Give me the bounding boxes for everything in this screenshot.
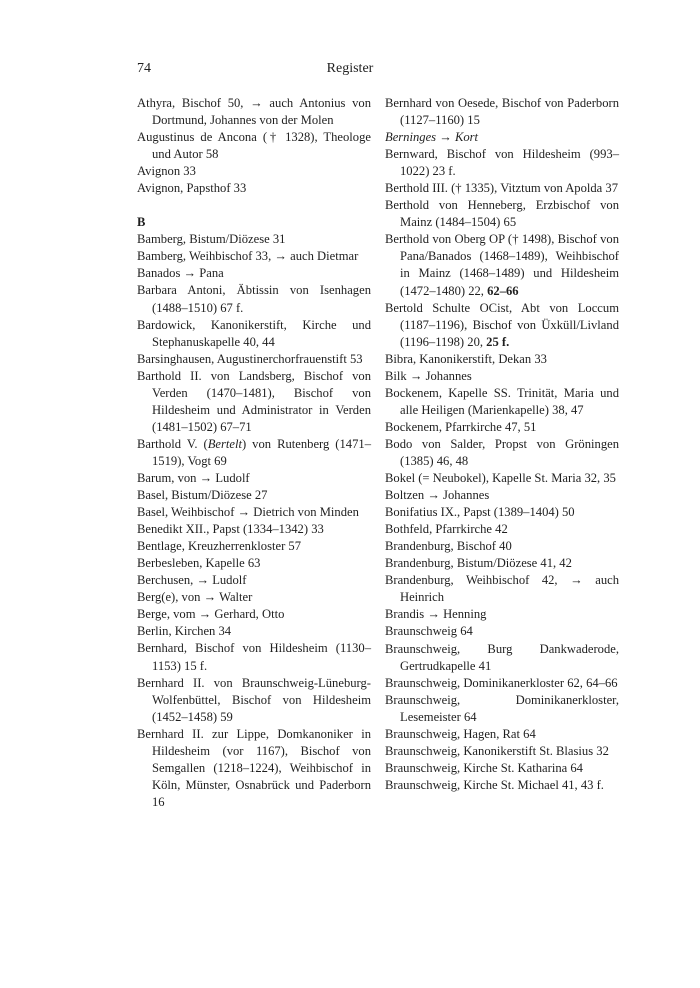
index-entry: Braunschweig, Dominikanerkloster, Lesemeister 64: [385, 692, 619, 724]
index-entry: Athyra, Bischof 50, → auch Antonius von Dortmund, Johannes von der Molen: [137, 96, 371, 128]
index-entry: Brandenburg, Bistum/Diözese 41, 42: [385, 556, 572, 571]
index-entry: Barum, von → Ludolf: [137, 470, 250, 485]
index-entry: [385, 231, 619, 299]
index-entry: Benedikt XII., Papst (1334–1342) 33: [137, 522, 324, 537]
section-gap: [137, 197, 371, 214]
index-entry: Barsinghausen, Augustinerchorfrauenstift 53: [137, 351, 363, 366]
index-entry: Bernhard, Bischof von Hildesheim (1130–1153) 15 f.: [137, 641, 371, 673]
index-entry: Boltzen → Johannes: [385, 488, 490, 503]
index-entry: Bamberg, Weihbischof 33, → auch Dietmar: [137, 249, 359, 264]
index-entry: [137, 436, 371, 470]
index-entry: Braunschweig, Kanonikerstift St. Blasius 32: [385, 743, 609, 758]
index-entry: Braunschweig, Kirche St. Katharina 64: [385, 760, 583, 775]
index-entry: Barthold II. von Landsberg, Bischof von Verden (1470–1481), Bischof von Hildesheim und Administrator in Verden (1481–1502) 67–71: [137, 368, 371, 434]
index-entry: Bernhard II. zur Lippe, Domkanoniker in Hildesheim (vor 1167), Bischof von Semgallen (1218–1224), Weihbischof in Köln, Münster, Osnabrück und Paderborn 16: [137, 726, 371, 809]
index-entry: Avignon, Papsthof 33: [137, 181, 247, 196]
index-column-right: [385, 95, 619, 794]
entry-bold: 25 f.: [486, 334, 510, 349]
index-entry: Braunschweig 64: [385, 624, 473, 639]
index-entry: [385, 129, 619, 146]
index-entry: Bockenem, Pfarrkirche 47, 51: [385, 419, 537, 434]
index-entry: Berbesleben, Kapelle 63: [137, 556, 261, 571]
index-entry: Bernward, Bischof von Hildesheim (993–1022) 23 f.: [385, 147, 619, 179]
index-entry: Bockenem, Kapelle SS. Trinität, Maria und alle Heiligen (Marienkapelle) 38, 47: [385, 385, 619, 417]
index-entry: Basel, Weihbischof → Dietrich von Minden: [137, 505, 359, 520]
index-entry: Bokel (= Neubokel), Kapelle St. Maria 32, 35: [385, 471, 616, 486]
entry-text: ) von Rutenberg (1471–1519), Vogt 69: [152, 436, 371, 468]
index-entry: Berge, vom → Gerhard, Otto: [137, 607, 285, 622]
entry-text: Barthold V. (: [137, 436, 208, 451]
index-entry: Bilk → Johannes: [385, 368, 472, 383]
index-entry: Banados → Pana: [137, 266, 224, 281]
index-entry: Braunschweig, Burg Dankwaderode, Gertrudkapelle 41: [385, 641, 619, 673]
index-entry: Brandenburg, Bischof 40: [385, 539, 512, 554]
index-entry: Bonifatius IX., Papst (1389–1404) 50: [385, 505, 575, 520]
index-entry: Barbara Antoni, Äbtissin von Isenhagen (1488–1510) 67 f.: [137, 283, 371, 315]
index-entry: Bardowick, Kanonikerstift, Kirche und Stephanuskapelle 40, 44: [137, 317, 371, 349]
index-entry: Berthold III. († 1335), Vitztum von Apolda 37: [385, 181, 619, 196]
entry-text: Bertold Schulte OCist, Abt von Loccum (1187–1196), Bischof von Üxküll/Livland (1196–1198) 20,: [385, 300, 619, 349]
entry-italic: Berninges → Kort: [385, 130, 479, 145]
index-entry: Bamberg, Bistum/Diözese 31: [137, 232, 286, 247]
index-entry: Bernhard von Oesede, Bischof von Paderborn (1127–1160) 15: [385, 96, 619, 128]
index-entry: Basel, Bistum/Diözese 27: [137, 488, 268, 503]
index-entry: Berg(e), von → Walter: [137, 590, 253, 605]
index-entry: Berchusen, → Ludolf: [137, 573, 247, 588]
index-entry: [385, 300, 619, 351]
index-entry: Avignon 33: [137, 164, 196, 179]
index-entry: Berlin, Kirchen 34: [137, 624, 232, 639]
index-entry: Bernhard II. von Braunschweig-Lüneburg-Wolfenbüttel, Bischof von Hildesheim (1452–1458) 59: [137, 675, 371, 724]
index-entry: Augustinus de Ancona († 1328), Theologe und Autor 58: [137, 130, 371, 162]
entry-italic: Bertelt: [207, 436, 242, 451]
index-entry: Bibra, Kanonikerstift, Dekan 33: [385, 351, 547, 366]
section-letter-b: B: [137, 215, 146, 230]
index-entry: Braunschweig, Hagen, Rat 64: [385, 726, 536, 741]
index-entry: Braunschweig, Dominikanerkloster 62, 64–66: [385, 675, 618, 690]
index-entry: Braunschweig, Kirche St. Michael 41, 43 f.: [385, 777, 604, 792]
index-entry: Bothfeld, Pfarrkirche 42: [385, 522, 508, 537]
index-column-left: [137, 95, 371, 811]
index-entry: Bodo von Salder, Propst von Gröningen (1385) 46, 48: [385, 436, 619, 468]
page-number: 74: [137, 61, 151, 76]
index-entry: Bentlage, Kreuzherrenkloster 57: [137, 539, 302, 554]
index-entry: Berthold von Henneberg, Erzbischof von Mainz (1484–1504) 65: [385, 198, 619, 230]
entry-bold: 62–66: [487, 283, 519, 298]
entry-text: Berthold von Oberg OP († 1498), Bischof von Pana/Banados (1468–1489), Weihbischof in Mainz (1468–1489) und Hildesheim (1472–1480) 22,: [385, 232, 619, 298]
running-head: Register: [326, 61, 374, 76]
index-entry: Brandis → Henning: [385, 607, 487, 622]
index-entry: Brandenburg, Weihbischof 42, → auch Heinrich: [385, 573, 619, 605]
